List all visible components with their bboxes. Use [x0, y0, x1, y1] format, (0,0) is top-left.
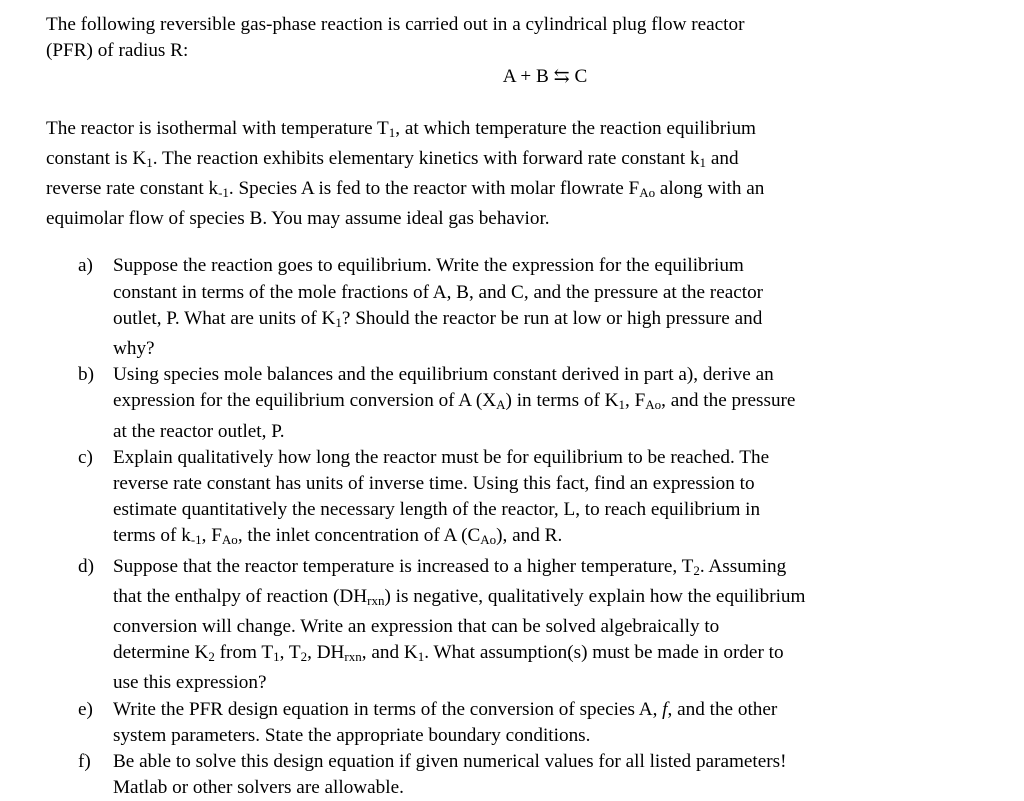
subscript: rxn [367, 592, 385, 608]
question-text: expression for the equilibrium conversion of A (X [113, 390, 497, 412]
question-f [78, 749, 984, 801]
question-text: from T [214, 642, 274, 664]
reaction-product: C [574, 66, 588, 88]
reaction-reactants: A + B [502, 66, 549, 88]
question-label: a) [78, 255, 93, 277]
subscript: Ao [480, 532, 497, 548]
subscript: Ao [221, 532, 238, 548]
subscript: 1 [146, 154, 153, 170]
question-text: ) is negative, qualitatively explain how the equilibrium [384, 585, 806, 607]
question-text: , and K [361, 642, 418, 664]
subscript: 1 [699, 154, 707, 170]
question-text: , and the pressure [661, 390, 796, 412]
question-text: at the reactor outlet, P. [113, 420, 285, 442]
question-e [78, 697, 984, 749]
question-text: why? [113, 338, 155, 360]
subscript: rxn [344, 649, 362, 665]
subscript: -1 [190, 532, 202, 548]
question-list [46, 253, 984, 801]
subscript: 2 [693, 562, 700, 578]
question-d [78, 554, 984, 697]
subscript: 1 [388, 124, 396, 140]
intro-paragraph [46, 12, 984, 64]
conditions-text: equimolar flow of species B. You may assume ideal gas behavior. [46, 208, 550, 230]
question-label: f) [78, 751, 91, 773]
question-text: ), and R. [496, 525, 563, 547]
question-text: , T [279, 642, 301, 664]
question-label: b) [78, 364, 94, 386]
question-text: . Assuming [699, 555, 787, 577]
reversible-arrow-icon: ⇆ [553, 66, 570, 88]
subscript: 1 [273, 649, 280, 665]
question-text: , the inlet concentration of A (C [237, 525, 481, 547]
question-c [78, 445, 984, 554]
conditions-text: . Species A is fed to the reactor with molar flowrate F [228, 178, 640, 200]
question-text: use this expression? [113, 672, 267, 694]
question-text: constant in terms of the mole fractions of A, B, and C, and the pressure at the reactor [113, 281, 764, 303]
conditions-text: The reactor is isothermal with temperature T [46, 117, 389, 139]
question-text: , DH [307, 642, 345, 664]
intro-line-2: (PFR) of radius R: [46, 40, 189, 62]
question-text: Explain qualitatively how long the reactor must be for equilibrium to be reached. The [113, 446, 770, 468]
question-text: Using species mole balances and the equilibrium constant derived in part a), derive an [113, 364, 774, 386]
question-text: reverse rate constant has units of inverse time. Using this fact, find an expression to [113, 473, 755, 495]
conversion-symbol: f [662, 698, 668, 720]
question-text: conversion will change. Write an expression that can be solved algebraically to [113, 616, 720, 638]
question-text: determine K [113, 642, 209, 664]
conditions-text: and [706, 147, 739, 169]
conditions-text: along with an [655, 178, 765, 200]
question-text: Suppose that the reactor temperature is increased to a higher temperature, T [113, 555, 694, 577]
question-text: system parameters. State the appropriate boundary conditions. [113, 724, 591, 746]
subscript: 1 [618, 397, 626, 413]
subscript: A [496, 397, 506, 413]
reaction-equation [46, 64, 984, 90]
conditions-text: constant is K [46, 147, 147, 169]
subscript: 1 [417, 649, 425, 665]
subscript: Ao [645, 397, 662, 413]
question-text: Write the PFR design equation in terms of the conversion of species A, [113, 698, 663, 720]
conditions-text: , at which temperature the reaction equilibrium [395, 117, 756, 139]
conditions-text: . The reaction exhibits elementary kinetics with forward rate constant k [152, 147, 700, 169]
subscript: 2 [208, 649, 215, 665]
intro-line-1: The following reversible gas-phase reaction is carried out in a cylindrical plug flow reactor [46, 14, 745, 35]
question-a [78, 253, 984, 362]
conditions-text: reverse rate constant k [46, 178, 219, 200]
question-text: that the enthalpy of reaction (DH [113, 585, 368, 607]
subscript: 1 [335, 314, 342, 330]
question-text: estimate quantitatively the necessary length of the reactor, L, to reach equilibrium in [113, 499, 761, 521]
subscript: -1 [218, 185, 229, 201]
question-label: e) [78, 698, 93, 720]
question-text: Suppose the reaction goes to equilibrium. Write the expression for the equilibrium [113, 255, 744, 277]
question-text: ? Should the reactor be run at low or high pressure and [341, 307, 763, 329]
question-text: , and the other [667, 698, 778, 720]
subscript: 2 [300, 649, 308, 665]
conditions-paragraph [46, 116, 984, 233]
question-text: outlet, P. What are units of K [113, 307, 336, 329]
question-text: Be able to solve this design equation if given numerical values for all listed parameters! [113, 751, 787, 773]
question-label: d) [78, 555, 94, 577]
question-label: c) [78, 446, 93, 468]
question-text: ) in terms of K [505, 390, 619, 412]
subscript: Ao [639, 185, 656, 201]
question-text: . What assumption(s) must be made in order to [424, 642, 784, 664]
question-text: Matlab or other solvers are allowable. [113, 777, 404, 799]
question-text: , F [201, 525, 222, 547]
question-b [78, 362, 984, 445]
question-text: , F [625, 390, 646, 412]
question-text: terms of k [113, 525, 191, 547]
